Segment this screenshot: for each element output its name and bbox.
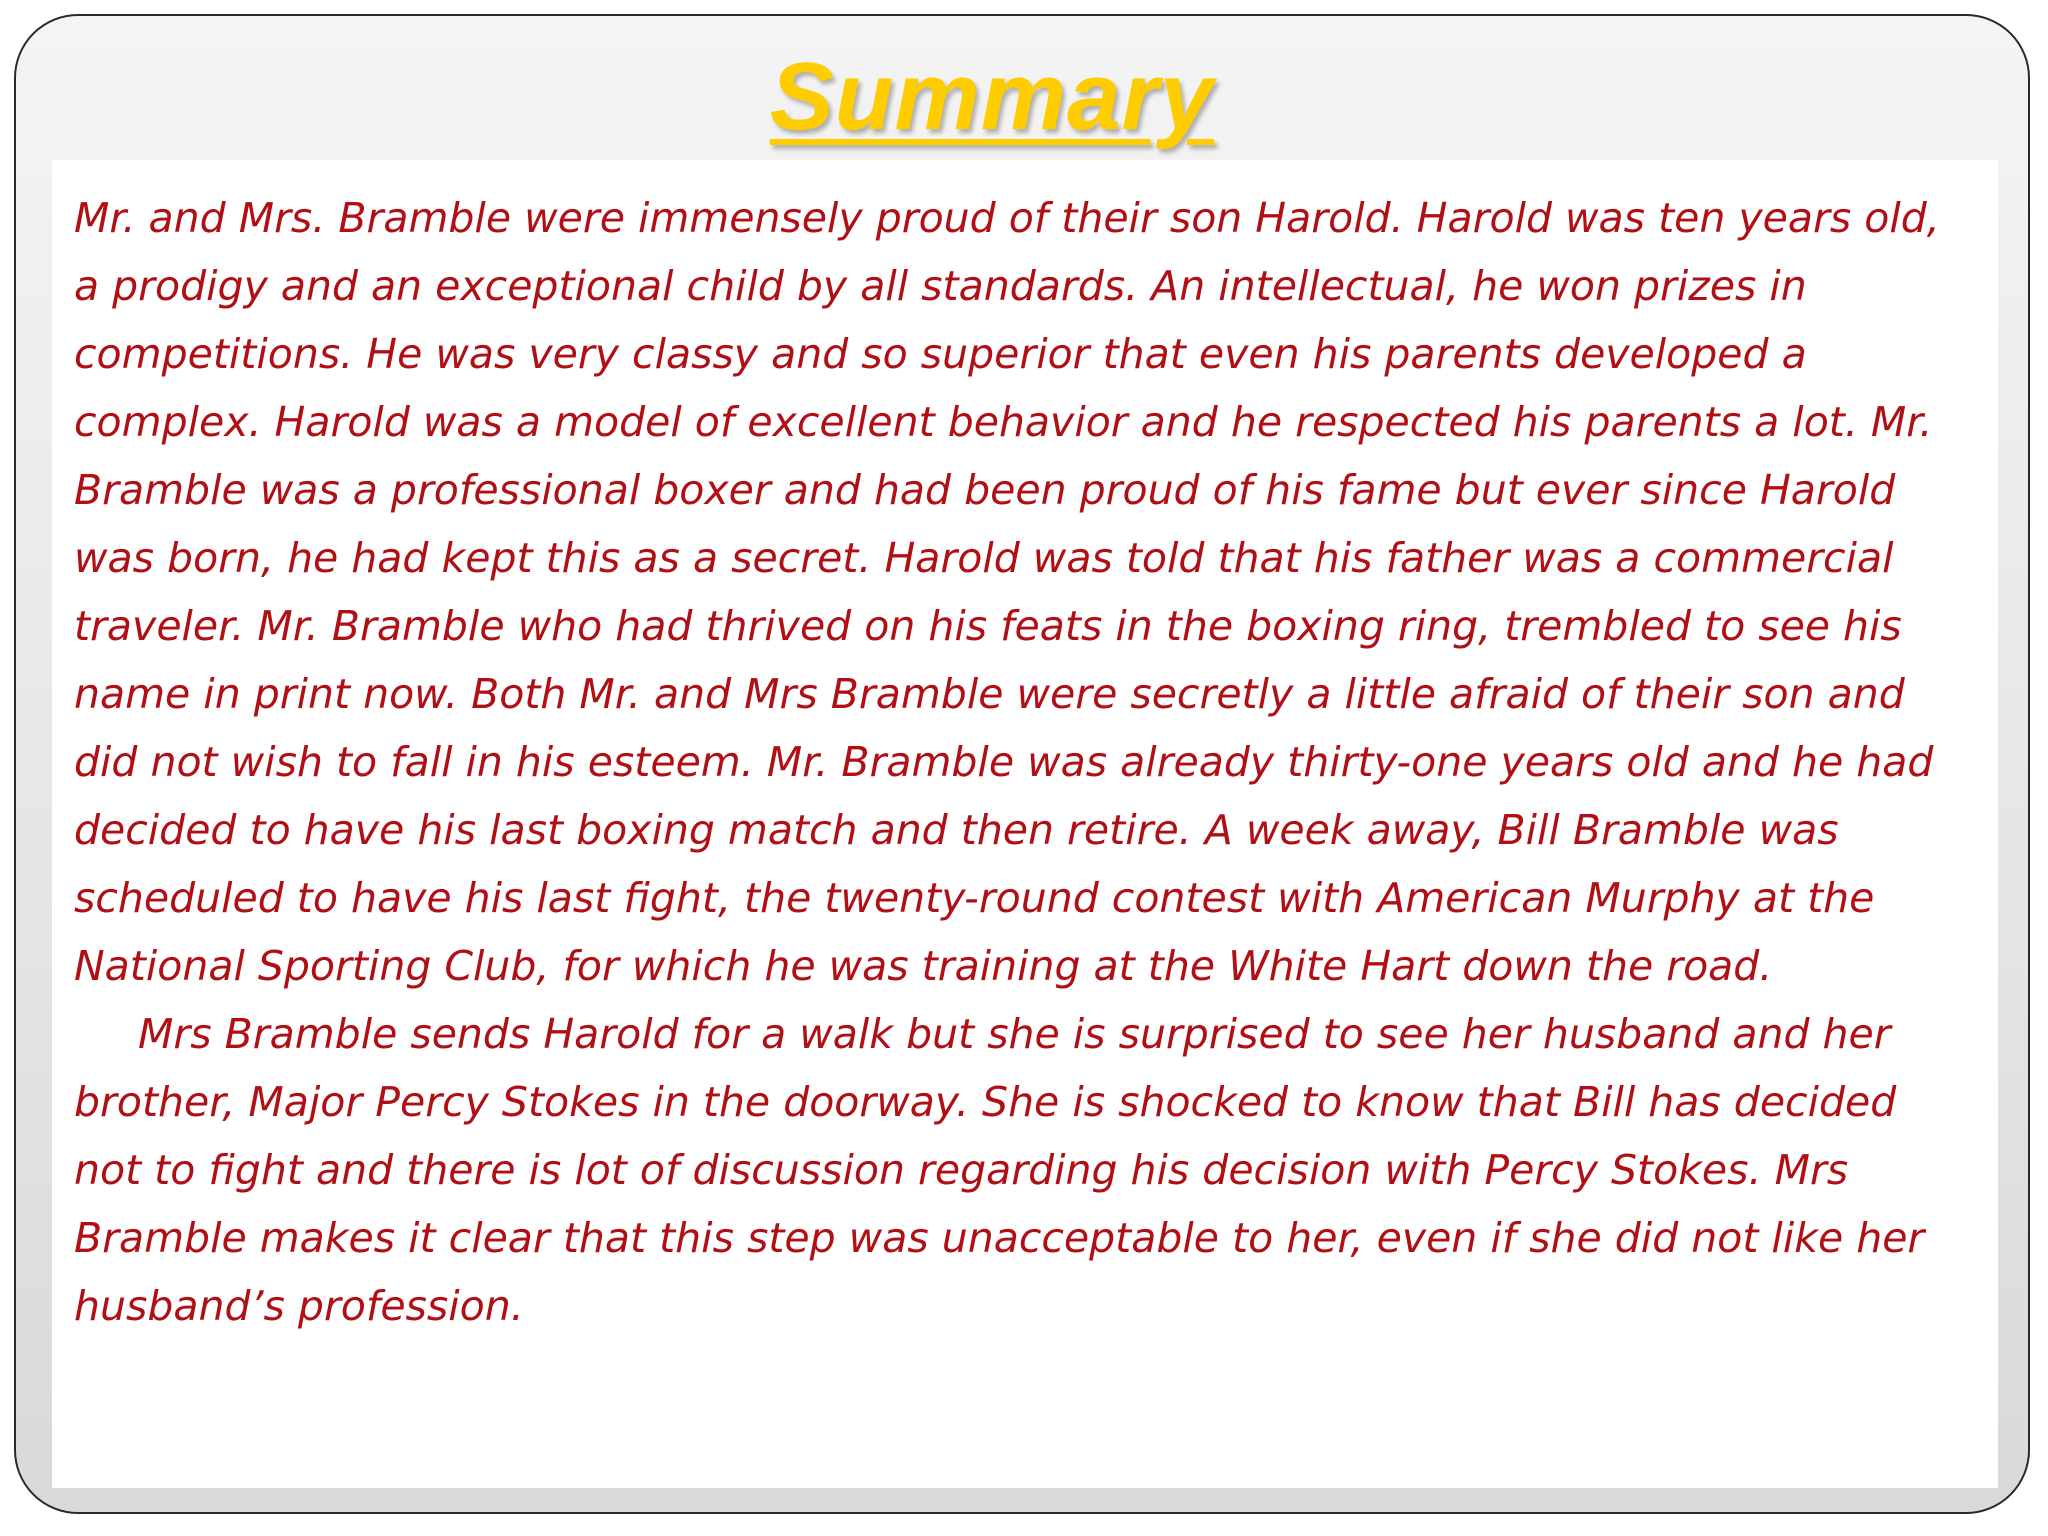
slide-title: Summary [769, 43, 1215, 150]
summary-paragraph-2: Mrs Bramble sends Harold for a walk but she is surprised to see her husband and her brother, Major Percy Stokes in the doorway. She is shocked to know that Bill has decided not to fight and there is lot of discussion regarding his decision with Percy Stokes. Mrs Bramble makes it clear that this step was unacceptable to her, even if she did not like her husband’s profession. [74, 1010, 1925, 1330]
title-container [16, 42, 2028, 152]
summary-content-box [52, 160, 1998, 1488]
summary-paragraph-1: Mr. and Mrs. Bramble were immensely proud of their son Harold. Harold was ten years old, a prodigy and an exceptional child by all standards. An intellectual, he won prizes in competitions. He was very classy and so superior that even his parents developed a complex. Harold was a model of excellent behavior and he respected his parents a lot. Mr. Bramble was a professional boxer and had been proud of his fame but ever since Harold was born, he had kept this as a secret. Harold was told that his father was a commercial traveler. Mr. Bramble who had thrived on his feats in the boxing ring, trembled to see his name in print now. Both Mr. and Mrs Bramble were secretly a little afraid of their son and did not wish to fall in his esteem. Mr. Bramble was already thirty-one years old and he had decided to have his last boxing match and then retire. A week away, Bill Bramble was scheduled to have his last fight, the twenty-round contest with American Murphy at the National Sporting Club, for which he was training at the White Hart down the road. [74, 194, 1940, 990]
slide [14, 14, 2030, 1514]
